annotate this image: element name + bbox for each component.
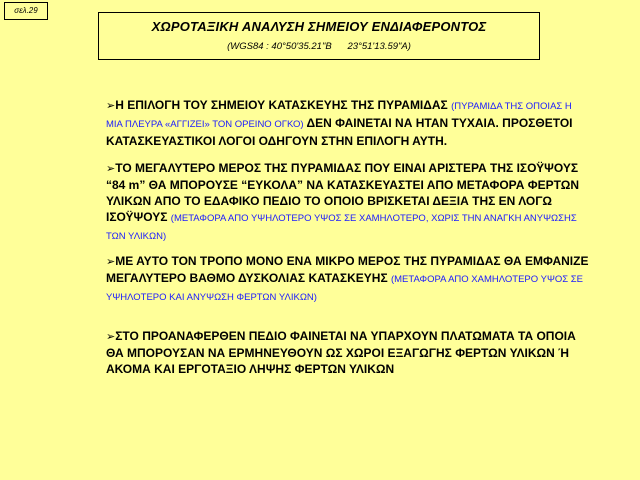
bullet-arrow-icon: ➢ <box>106 163 116 175</box>
paragraph-1-text-b: ΔΕΝ ΦΑΙΝΕΤΑΙ ΝΑ ΗΤΑΝ ΤΥΧΑΙΑ. ΠΡΟΣΘΕΤΟΙ ΚΑΤΑΣΚΕΥΑΣΤΙΚΟΙ ΛΟΓΟΙ ΟΔΗΓΟΥΝ ΣΤΗΝ ΕΠΙΛΟΓΗ ΑΥΤΗ. <box>106 116 573 148</box>
paragraph-3-text: ΜΕ ΑΥΤΟ ΤΟΝ ΤΡΟΠΟ ΜΟΝΟ ΕΝΑ ΜΙΚΡΟ ΜΕΡΟΣ ΤΗΣ ΠΥΡΑΜΙΔΑΣ ΘΑ ΕΜΦΑΝΙΖΕ ΜΕΓΑΛΥΤΕΡΟ ΒΑΘΜΟ ΔΥΣΚΟΛΙΑΣ ΚΑΤΑΣΚΕΥΗΣ <box>106 254 589 285</box>
header-box <box>98 12 540 60</box>
bullet-arrow-icon: ➢ <box>106 256 116 268</box>
paragraph-4-text: ΣΤΟ ΠΡΟΑΝΑΦΕΡΘΕΝ ΠΕΔΙΟ ΦΑΙΝΕΤΑΙ ΝΑ ΥΠΑΡΧΟΥΝ ΠΛΑΤΩΜΑΤΑ ΤΑ ΟΠΟΙΑ ΘΑ ΜΠΟΡΟΥΣΑΝ ΝΑ ΕΡΜΗΝΕΥΘΟΥΝ ΩΣ ΧΩΡΟΙ ΕΞΑΓΩΓΗΣ ΦΕΡΤΩΝ ΥΛΙΚΩΝ Ή ΑΚΟΜΑ ΚΑΙ ΕΡΓΟΤΑΞΙΟ ΛΗΨΗΣ ΦΕΡΤΩΝ ΥΛΙΚΩΝ <box>106 329 576 376</box>
paragraph-2-note: (ΜΕΤΑΦΟΡΑ ΑΠΟ ΥΨΗΛΟΤΕΡΟ ΥΨΟΣ ΣΕ ΧΑΜΗΛΟΤΕΡΟ, ΧΩΡΙΣ ΤΗΝ ΑΝΑΓΚΗ ΑΝΥΨΩΣΗΣ ΤΩΝ ΥΛΙΚΩΝ) <box>106 213 577 242</box>
paragraph-1-note: (ΠΥΡΑΜΙΔΑ ΤΗΣ ΟΠΟΙΑΣ Η ΜΙΑ ΠΛΕΥΡΑ «ΑΓΓΙΖΕΙ» ΤΟΝ ΟΡΕΙΝΟ ΟΓΚΟ) <box>106 101 572 130</box>
paragraph-4 <box>106 328 590 377</box>
page-number-label: σελ.29 <box>4 2 48 20</box>
paragraph-2 <box>106 160 590 245</box>
header-title: ΧΩΡΟΤΑΞΙΚΗ ΑΝΑΛΥΣΗ ΣΗΜΕΙΟΥ ΕΝΔΙΑΦΕΡΟΝΤΟΣ <box>151 19 487 34</box>
bullet-arrow-icon: ➢ <box>106 100 116 112</box>
paragraph-3 <box>106 253 590 306</box>
paragraph-1-text-a: Η ΕΠΙΛΟΓΗ ΤΟΥ ΣΗΜΕΙΟΥ ΚΑΤΑΣΚΕΥΗΣ ΤΗΣ ΠΥΡΑΜΙΔΑΣ <box>115 98 452 112</box>
paragraph-1 <box>106 97 590 149</box>
bullet-arrow-icon: ➢ <box>106 331 116 343</box>
header-coordinates: (WGS84 : 40°50'35.21"Β 23°51'13.59"Α) <box>227 41 411 52</box>
paragraph-2-text: ΤΟ ΜΕΓΑΛΥΤΕΡΟ ΜΕΡΟΣ ΤΗΣ ΠΥΡΑΜΙΔΑΣ ΠΟΥ ΕΙΝΑΙ ΑΡΙΣΤΕΡΑ ΤΗΣ ΙΣΟΫΨΟΥΣ “84 m” ΘΑ ΜΠΟΡΟΥΣΕ “ΕΥΚΟΛΑ” ΝΑ ΚΑΤΑΣΚΕΥΑΣΤΕΙ ΑΠΟ ΜΕΤΑΦΟΡΑ ΦΕΡΤΩΝ ΥΛΙΚΩΝ ΑΠΟ ΤΟ ΕΔΑΦΙΚΟ ΠΕΔΙΟ ΤΟ ΟΠΟΙΟ ΒΡΙΣΚΕΤΑΙ ΔΕΞΙΑ ΤΗΣ ΕΝ ΛΟΓΩ ΙΣΟΫΨΟΥΣ <box>106 161 580 224</box>
paragraph-3-note: (ΜΕΤΑΦΟΡΑ ΑΠΟ ΧΑΜΗΛΟΤΕΡΟ ΥΨΟΣ ΣΕ ΥΨΗΛΟΤΕΡΟ ΚΑΙ ΑΝΥΨΩΣΗ ΦΕΡΤΩΝ ΥΛΙΚΩΝ) <box>106 274 584 303</box>
